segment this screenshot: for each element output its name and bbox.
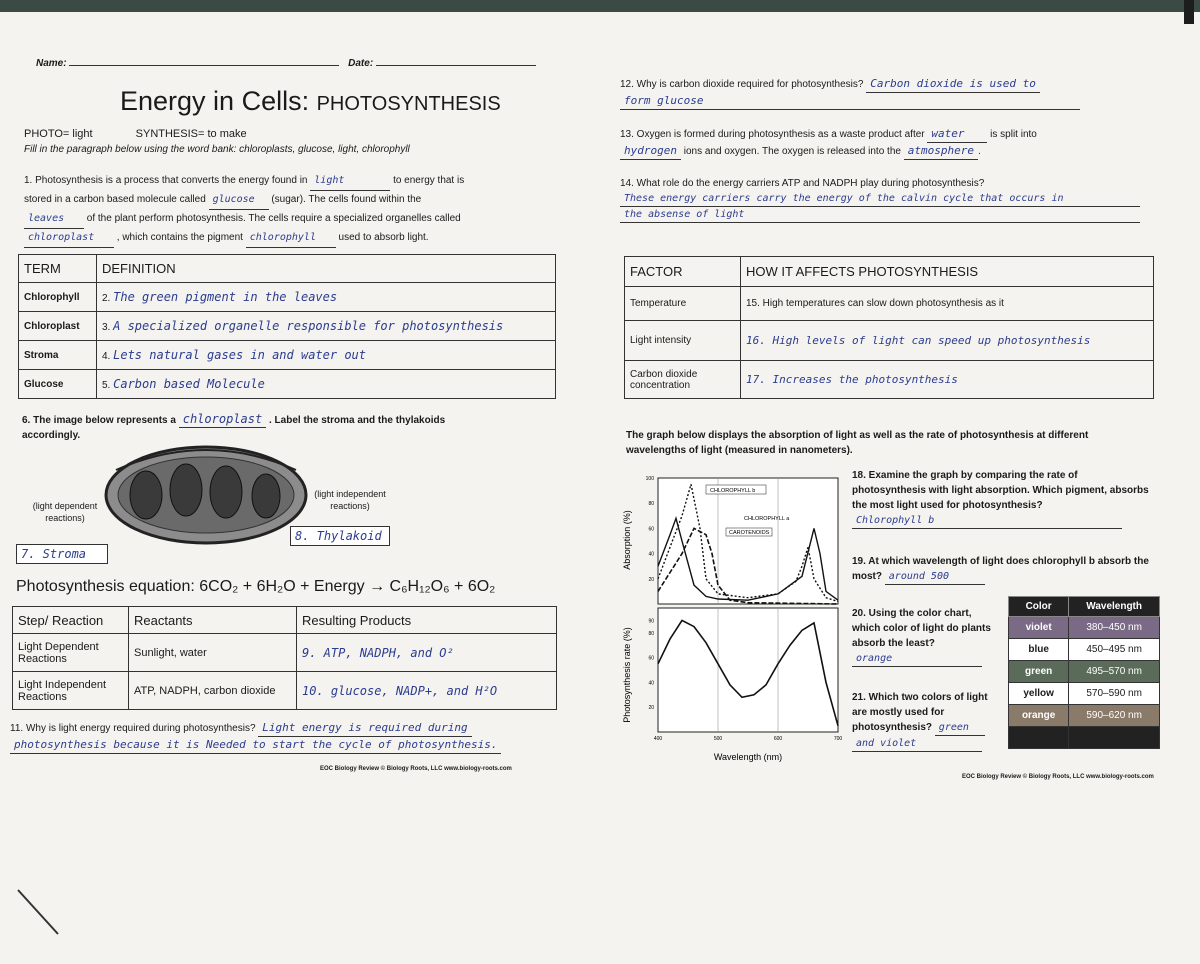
q19-answer[interactable]: around 500 [885, 569, 985, 585]
footer-right: EOC Biology Review © Biology Roots, LLC www.biology-roots.com [962, 774, 1154, 780]
definition-cell[interactable] [97, 370, 556, 399]
wavelength-cell: 450–495 nm [1069, 639, 1160, 661]
color-cell [1009, 727, 1069, 749]
label-light-independent: (light independent reactions) [314, 489, 386, 511]
products-header: Resulting Products [297, 607, 557, 634]
prefix-definitions [24, 128, 247, 140]
def-answer: Carbon based Molecule [113, 377, 265, 391]
q13-answer-hydrogen[interactable]: hydrogen [620, 143, 681, 160]
definition-cell[interactable] [97, 341, 556, 370]
q1-text-5: of the plant perform photosynthesis. The cells require a specialized organelles called [86, 213, 461, 224]
definition-cell[interactable] [97, 283, 556, 312]
q12 [620, 76, 1140, 110]
q13 [620, 126, 1140, 160]
top-edge-bar [0, 0, 1200, 12]
table-row [1009, 639, 1160, 661]
effect-header: HOW IT AFFECTS PHOTOSYNTHESIS [741, 257, 1154, 287]
q6-answer-chloroplast[interactable]: chloroplast [179, 412, 266, 428]
y-tick-label: 80 [648, 630, 654, 637]
label-light-dependent: (light dependent reactions) [32, 501, 98, 523]
date-label: Date: [348, 58, 374, 69]
q1-text-6: , which contains the pigment [116, 232, 243, 243]
def-answer: Lets natural gases in and water out [113, 348, 366, 362]
photosynthesis-equation: Photosynthesis equation: 6CO₂ + 6H₂O + Energy → C₆H₁₂O₆ + 6O₂ [16, 578, 496, 595]
effect-cell[interactable]: 15. High temperatures can slow down photosynthesis as it [741, 287, 1154, 321]
edge-mark [1184, 0, 1194, 24]
table-row [1009, 683, 1160, 705]
title-main: Energy in Cells: [120, 86, 317, 116]
q20 [852, 606, 998, 667]
color-cell: blue [1009, 639, 1069, 661]
q13-text-3: ions and oxygen. The oxygen is released into the [683, 146, 901, 157]
q13-text-2: is split into [990, 129, 1037, 140]
name-date-row [36, 58, 546, 69]
q12-answer-line2[interactable]: form glucose [620, 93, 1080, 110]
q13-answer-water[interactable]: water [927, 126, 987, 143]
table-row [13, 634, 557, 672]
q19 [852, 554, 1152, 585]
legend-carotenoids: CAROTENOIDS [729, 530, 770, 536]
q14-answer-line2[interactable]: the absense of light [620, 207, 1140, 223]
table-row [625, 321, 1154, 361]
color-chart [1008, 596, 1160, 749]
step-table [12, 606, 557, 710]
q6-text-2: . Label the stroma and the thylakoids [269, 415, 446, 426]
q21-answer-b[interactable]: and violet [852, 736, 982, 752]
table-row [625, 287, 1154, 321]
q11 [10, 720, 555, 754]
stroma-label-box[interactable]: 7. Stroma [16, 544, 108, 564]
photo-definition: PHOTO= light [24, 128, 93, 140]
absorption-ylabel: Absorption (%) [622, 510, 632, 570]
factor-cell: Light intensity [625, 321, 741, 361]
q11-answer-line1[interactable]: Light energy is required during [258, 720, 471, 737]
q20-answer[interactable]: orange [852, 651, 982, 667]
table-row [19, 283, 556, 312]
name-field-line[interactable] [69, 65, 339, 66]
y-tick-label: 80 [648, 501, 654, 508]
y-tick-label: 90 [648, 618, 654, 625]
table-row [19, 312, 556, 341]
wavelength-xlabel: Wavelength (nm) [713, 752, 783, 762]
q1-answer-chloroplast[interactable]: chloroplast [24, 229, 114, 248]
wavelength-cell: 380–450 nm [1069, 617, 1160, 639]
pen-stroke-mark [14, 886, 64, 938]
q12-question: 12. Why is carbon dioxide required for photosynthesis? [620, 79, 864, 90]
reactants-header: Reactants [129, 607, 297, 634]
reactants-cell: ATP, NADPH, carbon dioxide [129, 672, 297, 710]
y-tick-label: 60 [648, 526, 654, 533]
color-cell: yellow [1009, 683, 1069, 705]
footer-left: EOC Biology Review © Biology Roots, LLC www.biology-roots.com [320, 766, 512, 772]
term-table [18, 254, 556, 399]
synthesis-definition: SYNTHESIS= to make [135, 128, 247, 140]
factor-header: FACTOR [625, 257, 741, 287]
page-title [120, 86, 501, 117]
color-header: Color [1009, 597, 1069, 617]
name-label: Name: [36, 58, 67, 69]
q18-answer[interactable]: Chlorophyll b [852, 513, 1122, 529]
q14 [620, 176, 1145, 223]
q21-question: 21. Which two colors of light are mostly used for photosynthesis? [852, 692, 988, 733]
term-cell: Chlorophyll [19, 283, 97, 312]
x-tick-label: 400 [653, 736, 663, 742]
step-header: Step/ Reaction [13, 607, 129, 634]
term-cell: Chloroplast [19, 312, 97, 341]
q18-question: 18. Examine the graph by comparing the rate of photosynthesis with light absorption. Which pigment, absorbs the most light used for photosynthesis? [852, 470, 1149, 511]
y-tick-label: 20 [648, 576, 654, 583]
wavelength-cell: 570–590 nm [1069, 683, 1160, 705]
q11-question: 11. Why is light energy required during photosynthesis? [10, 723, 256, 734]
q1-answer-leaves[interactable]: leaves [24, 210, 84, 229]
date-field-line[interactable] [376, 65, 536, 66]
graph-intro: The graph below displays the absorption of light as well as the rate of photosynthesis at different wavelengths of light (measured in nanometers). [626, 430, 1089, 456]
q1-text-3: stored in a carbon based molecule called [24, 194, 206, 205]
q13-text-4: . [977, 146, 981, 157]
absorption-rate-graph [620, 470, 846, 770]
color-cell: orange [1009, 705, 1069, 727]
step-cell: Light Dependent Reactions [13, 634, 129, 672]
q1-answer-light[interactable]: light [310, 172, 390, 191]
def-number: 2. [102, 293, 111, 304]
def-number: 5. [102, 380, 111, 391]
wavelength-cell [1069, 727, 1160, 749]
wavelength-cell: 495–570 nm [1069, 661, 1160, 683]
term-cell: Glucose [19, 370, 97, 399]
q21 [852, 690, 998, 752]
x-tick-label: 600 [773, 736, 783, 742]
factor-cell: Temperature [625, 287, 741, 321]
y-tick-label: 60 [648, 655, 654, 662]
factor-table [624, 256, 1154, 399]
chloroplast-image [96, 440, 316, 550]
table-row [1009, 705, 1160, 727]
q6-text-1: 6. The image below represents a [22, 415, 176, 426]
q1-text-2: to energy that is [393, 175, 465, 186]
rate-plot-area [658, 608, 838, 732]
definition-cell[interactable] [97, 312, 556, 341]
q13-text-1: 13. Oxygen is formed during photosynthesis as a waste product after [620, 129, 925, 140]
term-cell: Stroma [19, 341, 97, 370]
table-row [19, 370, 556, 399]
term-header: TERM [19, 255, 97, 283]
q20-question: 20. Using the color chart, which color of light do plants absorb the least? [852, 608, 991, 649]
q1-text-7: used to absorb light. [338, 232, 429, 243]
table-row [13, 672, 557, 710]
effect-answer[interactable]: 17. Increases the photosynthesis [741, 361, 1154, 399]
q11-answer-line2[interactable]: photosynthesis because it is Needed to start the cycle of photosynthesis. [10, 737, 501, 754]
rate-ylabel: Photosynthesis rate (%) [622, 627, 632, 723]
def-number: 4. [102, 351, 111, 362]
q19-question: 19. At which wavelength of light does chlorophyll b absorb the most? [852, 556, 1149, 582]
table-row [1009, 727, 1160, 749]
table-row [625, 361, 1154, 399]
q6-text [22, 412, 542, 443]
effect-answer[interactable]: 16. High levels of light can speed up photosynthesis [741, 321, 1154, 361]
q13-answer-atmosphere[interactable]: atmosphere [904, 143, 978, 160]
q1-answer-glucose[interactable]: glucose [209, 191, 269, 210]
reactants-cell: Sunlight, water [129, 634, 297, 672]
def-answer: The green pigment in the leaves [113, 290, 338, 304]
table-row [1009, 617, 1160, 639]
q14-question: 14. What role do the energy carriers ATP and NADPH play during photosynthesis? [620, 178, 985, 189]
wavelength-header: Wavelength [1069, 597, 1160, 617]
table-row [19, 341, 556, 370]
legend-chlorophyll-a: CHLOROPHYLL a [744, 516, 790, 522]
q18 [852, 468, 1152, 529]
products-answer[interactable]: 10. glucose, NADP+, and H²O [297, 672, 557, 710]
thylakoid-label-box[interactable]: 8. Thylakoid [290, 526, 390, 546]
factor-cell: Carbon dioxide concentration [625, 361, 741, 399]
y-tick-label: 100 [645, 476, 654, 482]
q1-text-1: 1. Photosynthesis is a process that converts the energy found in [24, 175, 308, 186]
def-number: 3. [102, 322, 111, 333]
x-tick-label: 700 [833, 736, 843, 742]
definition-header: DEFINITION [97, 255, 556, 283]
instructions: Fill in the paragraph below using the word bank: chloroplasts, glucose, light, chlorophyll [24, 144, 410, 155]
step-cell: Light Independent Reactions [13, 672, 129, 710]
color-cell: green [1009, 661, 1069, 683]
y-tick-label: 20 [648, 705, 654, 712]
q1-paragraph [24, 172, 534, 248]
q21-answer-a[interactable]: green [935, 720, 985, 736]
q1-text-4: (sugar). The cells found within the [271, 194, 422, 205]
color-cell: violet [1009, 617, 1069, 639]
y-tick-label: 40 [648, 551, 654, 558]
legend-chlorophyll-b: CHLOROPHYLL b [710, 488, 756, 494]
q12-answer-line1[interactable]: Carbon dioxide is used to [866, 76, 1040, 93]
products-answer[interactable]: 9. ATP, NADPH, and O² [297, 634, 557, 672]
table-row [1009, 661, 1160, 683]
x-tick-label: 500 [713, 736, 723, 742]
q14-answer-line1[interactable]: These energy carriers carry the energy of the calvin cycle that occurs in [620, 191, 1140, 207]
q6-text-3: accordingly. [22, 430, 81, 441]
wavelength-cell: 590–620 nm [1069, 705, 1160, 727]
q1-answer-chlorophyll[interactable]: chlorophyll [246, 229, 336, 248]
def-answer: A specialized organelle responsible for photosynthesis [113, 319, 504, 333]
y-tick-label: 40 [648, 680, 654, 687]
title-sub: PHOTOSYNTHESIS [316, 93, 501, 115]
